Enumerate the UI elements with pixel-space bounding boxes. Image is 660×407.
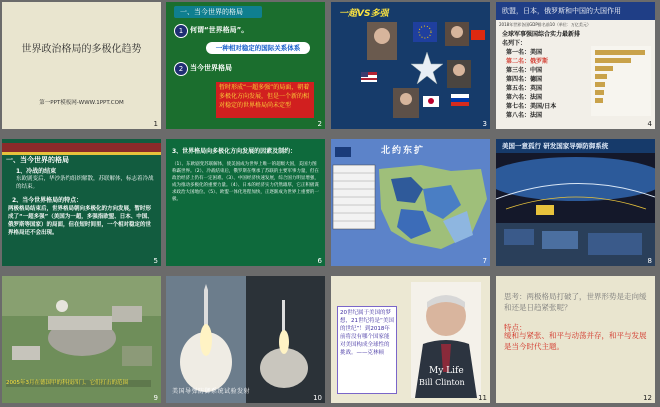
header-stripe [2, 143, 161, 155]
leaders-collage [331, 2, 490, 129]
missile-defense-graphic [496, 139, 655, 266]
slide-number: 5 [153, 257, 158, 265]
slide-number: 10 [313, 394, 322, 402]
slide-subtitle: 第一PPT模板网-WWW.1PPT.COM [39, 100, 124, 106]
slide-thumbnail-11[interactable] [331, 276, 490, 403]
slide-thumbnail-4[interactable] [496, 2, 655, 129]
answer-text: 缓和与紧张、和平与动荡并存，和平与发展是当今时代主题。 [504, 331, 647, 351]
slide-number: 3 [482, 120, 487, 128]
slide-number: 2 [317, 120, 322, 128]
slide-caption: 一超VS多强 [339, 9, 389, 19]
answer-title: 特点： [504, 323, 527, 332]
slide-body-text: （1）、东欧剧变苏联解体，使美国成为世界上唯一的超级大国，美国力图称霸世界。（2）、冷战结束后，俄罗斯在继承了苏联的主要军事力量，但在政治经济上仍有一定困难。（3）、中国经济快速发展，综合国力明显增强，成为推动多极化的重要力量。（4）、日本的经济实力仍然雄厚，它正积极谋求政治大国地位。（5）、欧盟一体化进程加快，正逐渐成为世界上重要的一极。 [172, 162, 319, 202]
point-text: 东欧剧变后，华沙条约组织解散，苏联解体，标志着冷战的结束。 [16, 176, 154, 190]
slide-title: 世界政治格局的多极化趋势 [21, 44, 142, 55]
slide-thumbnail-9[interactable] [2, 276, 161, 403]
slide-number: 11 [478, 394, 487, 402]
discussion-question: 思考：两极格局打破了，世界形势是走向缓和还是日趋紧张呢？ [504, 292, 647, 312]
point-text: 两极格局结束后，世界格局朝向多极化的方向发展，暂时形成了“一超多强”（美国为一超，多强指欧盟、日本、中国、俄罗斯等国家）的局面，但在短时间里，一个相对稳定的世界格局还不会出现。 [8, 206, 153, 236]
ranking-row: 第二名：俄罗斯 [506, 58, 549, 65]
gdp-bar-graphic [591, 46, 651, 116]
slide-number: 12 [643, 394, 652, 402]
slide-title: 北约东扩 [381, 146, 426, 156]
quote-box: 20世纪属于美国的梦想，21世纪将是“美国的世纪”！到2018年前将没有哪个国家能对美国构成全球性的挑战。——克林顿 [337, 306, 397, 394]
book-title: My Life [429, 366, 464, 376]
slide-number: 9 [153, 394, 158, 402]
nato-map [331, 139, 490, 266]
slide-thumbnail-7[interactable] [331, 139, 490, 266]
ranking-row: 第一名：美国 [506, 49, 543, 56]
photo-caption: 2005年3月在德国甲的科技四门、它们打击的范围 [6, 380, 151, 387]
definition-pill: 一种相对稳定的国际关系体系 [206, 42, 310, 54]
list-title: 名列下： [502, 40, 527, 47]
photo-caption: 美国导弹防御系统试验发射 [172, 388, 251, 395]
slide-number: 7 [482, 257, 487, 265]
item-label: 何谓“世界格局”。 [190, 26, 249, 34]
slide-thumbnail-6[interactable] [166, 139, 325, 266]
slide-thumbnail-10[interactable] [166, 276, 325, 403]
slide-number: 6 [317, 257, 322, 265]
banner-text: 一、当今世界的格局 [180, 8, 243, 16]
list-subtitle: 全球军事强国综合实力最新排 [502, 31, 581, 38]
point-heading: 2、当今世界格局的特点： [12, 197, 83, 204]
missile-launch-photo [166, 276, 325, 403]
slide-number: 4 [647, 120, 652, 128]
ranking-row: 第三名：中国 [506, 67, 543, 74]
chart-caption: 2018年世界各国GDP排名前10（单位：万亿美元） [499, 22, 591, 27]
slide-number: 1 [153, 120, 158, 128]
slide-thumbnail-3[interactable] [331, 2, 490, 129]
ranking-row: 第七名：美国/日本 [506, 103, 557, 110]
slide-number: 8 [647, 257, 652, 265]
ranking-row: 第八名：法国 [506, 112, 543, 119]
book-author: Bill Clinton [419, 378, 465, 387]
slide-thumbnail-5[interactable] [2, 139, 161, 266]
item-label: 当今世界格局 [190, 64, 232, 72]
ranking-row: 第六名：法国 [506, 94, 543, 101]
slide-title: 美国一意孤行 研发国家导弹防御系统 [502, 142, 609, 150]
slide-thumbnail-8[interactable] [496, 139, 655, 266]
highlight-box: 暂时形成“一超多强”的局面，朝着多极化方向发展，但是一个新的相对稳定的世界格局尚未定型 [216, 82, 314, 118]
slide-thumbnail-1[interactable] [2, 2, 161, 129]
ranking-row: 第四名：德国 [506, 76, 543, 83]
slide-header: 欧盟，日本，俄罗斯和中国的大国作用 [502, 7, 621, 15]
item-number-badge: 1 [174, 24, 188, 38]
section-heading: 一、当今世界的格局 [6, 156, 69, 164]
ranking-row: 第五名：英国 [506, 85, 543, 92]
item-number-badge: 2 [174, 62, 188, 76]
slide-thumbnail-2[interactable] [166, 2, 325, 129]
slide-thumbnail-12[interactable] [496, 276, 655, 403]
slide-heading: 3、世界格局向多极化方向发展的因素及制约： [172, 148, 297, 155]
point-heading: 1、冷战的结束 [16, 168, 57, 175]
